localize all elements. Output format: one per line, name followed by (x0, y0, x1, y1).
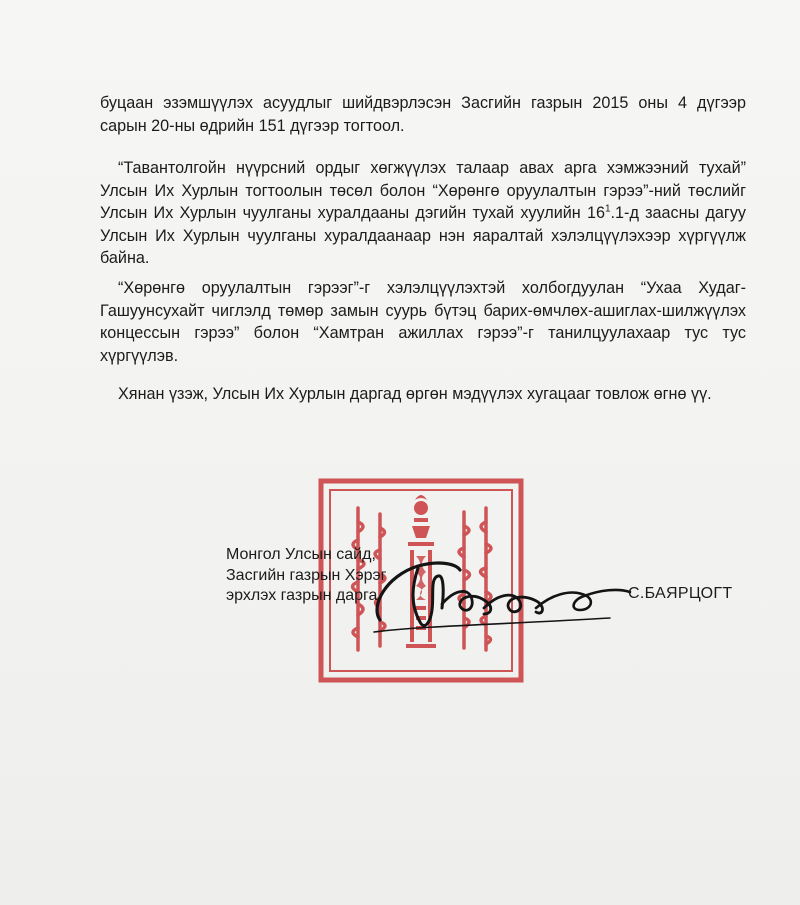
paragraph-2 (100, 157, 746, 270)
paragraph-2-superscript: 1 (604, 203, 611, 215)
paragraph-1: буцаан эзэмшүүлэх асуудлыг шийдвэрлэсэн Засгийн газрын 2015 оны 4 дүгээр сарын 20-ны өдрийн 151 дүгээр тогтоол. (100, 94, 746, 135)
paragraph-4: Хянан үзэж, Улсын Их Хурлын даргад өргөн мэдүүлэх хугацааг товлож өгнө үү. (118, 385, 712, 403)
paragraph-3: “Хөрөнгө оруулалтын гэрээг”-г хэлэлцүүлэхтэй холбогдуулан “Ухаа Худаг-Гашуунсухайт чиглэлд төмөр замын суурь бүтэц барих-өмчлөх-ашиглах-шилжүүлэх концессын гэрээ” болон “Хамтран ажиллах гэрээ”-г танилцуулахаар тус тус хүргүүлэв. (100, 279, 746, 365)
paragraph-2-tail: .1-д заасны дагуу Улсын Их Хурлын чуулганы хуралдаанаар нэн яаралтай хэлэлцүүлэхээр хүргүүлж байна. (100, 204, 747, 267)
handwritten-signature (360, 548, 640, 638)
signatory-title-line-3: эрхлэх газрын дарга (226, 587, 378, 604)
signer-name: С.БАЯРЦОГТ (628, 585, 733, 602)
paragraph-2-text: “Тавантолгойн нүүрсний ордыг хөгжүүлэх талаар авах арга хэмжээний тухай” Улсын Их Хурлын тогтоолын төсөл болон “Хөрөнгө оруулалтын гэрээ”-ний төслийг Улсын Их Хурлын чуулганы хуралдааны дэгийн тухай хуулийн 16 (100, 159, 746, 222)
signatory-title-line-1: Монгол Улсын сайд, (226, 546, 376, 563)
signatory-title-line-2: Засгийн газрын Хэрэг (226, 566, 387, 584)
